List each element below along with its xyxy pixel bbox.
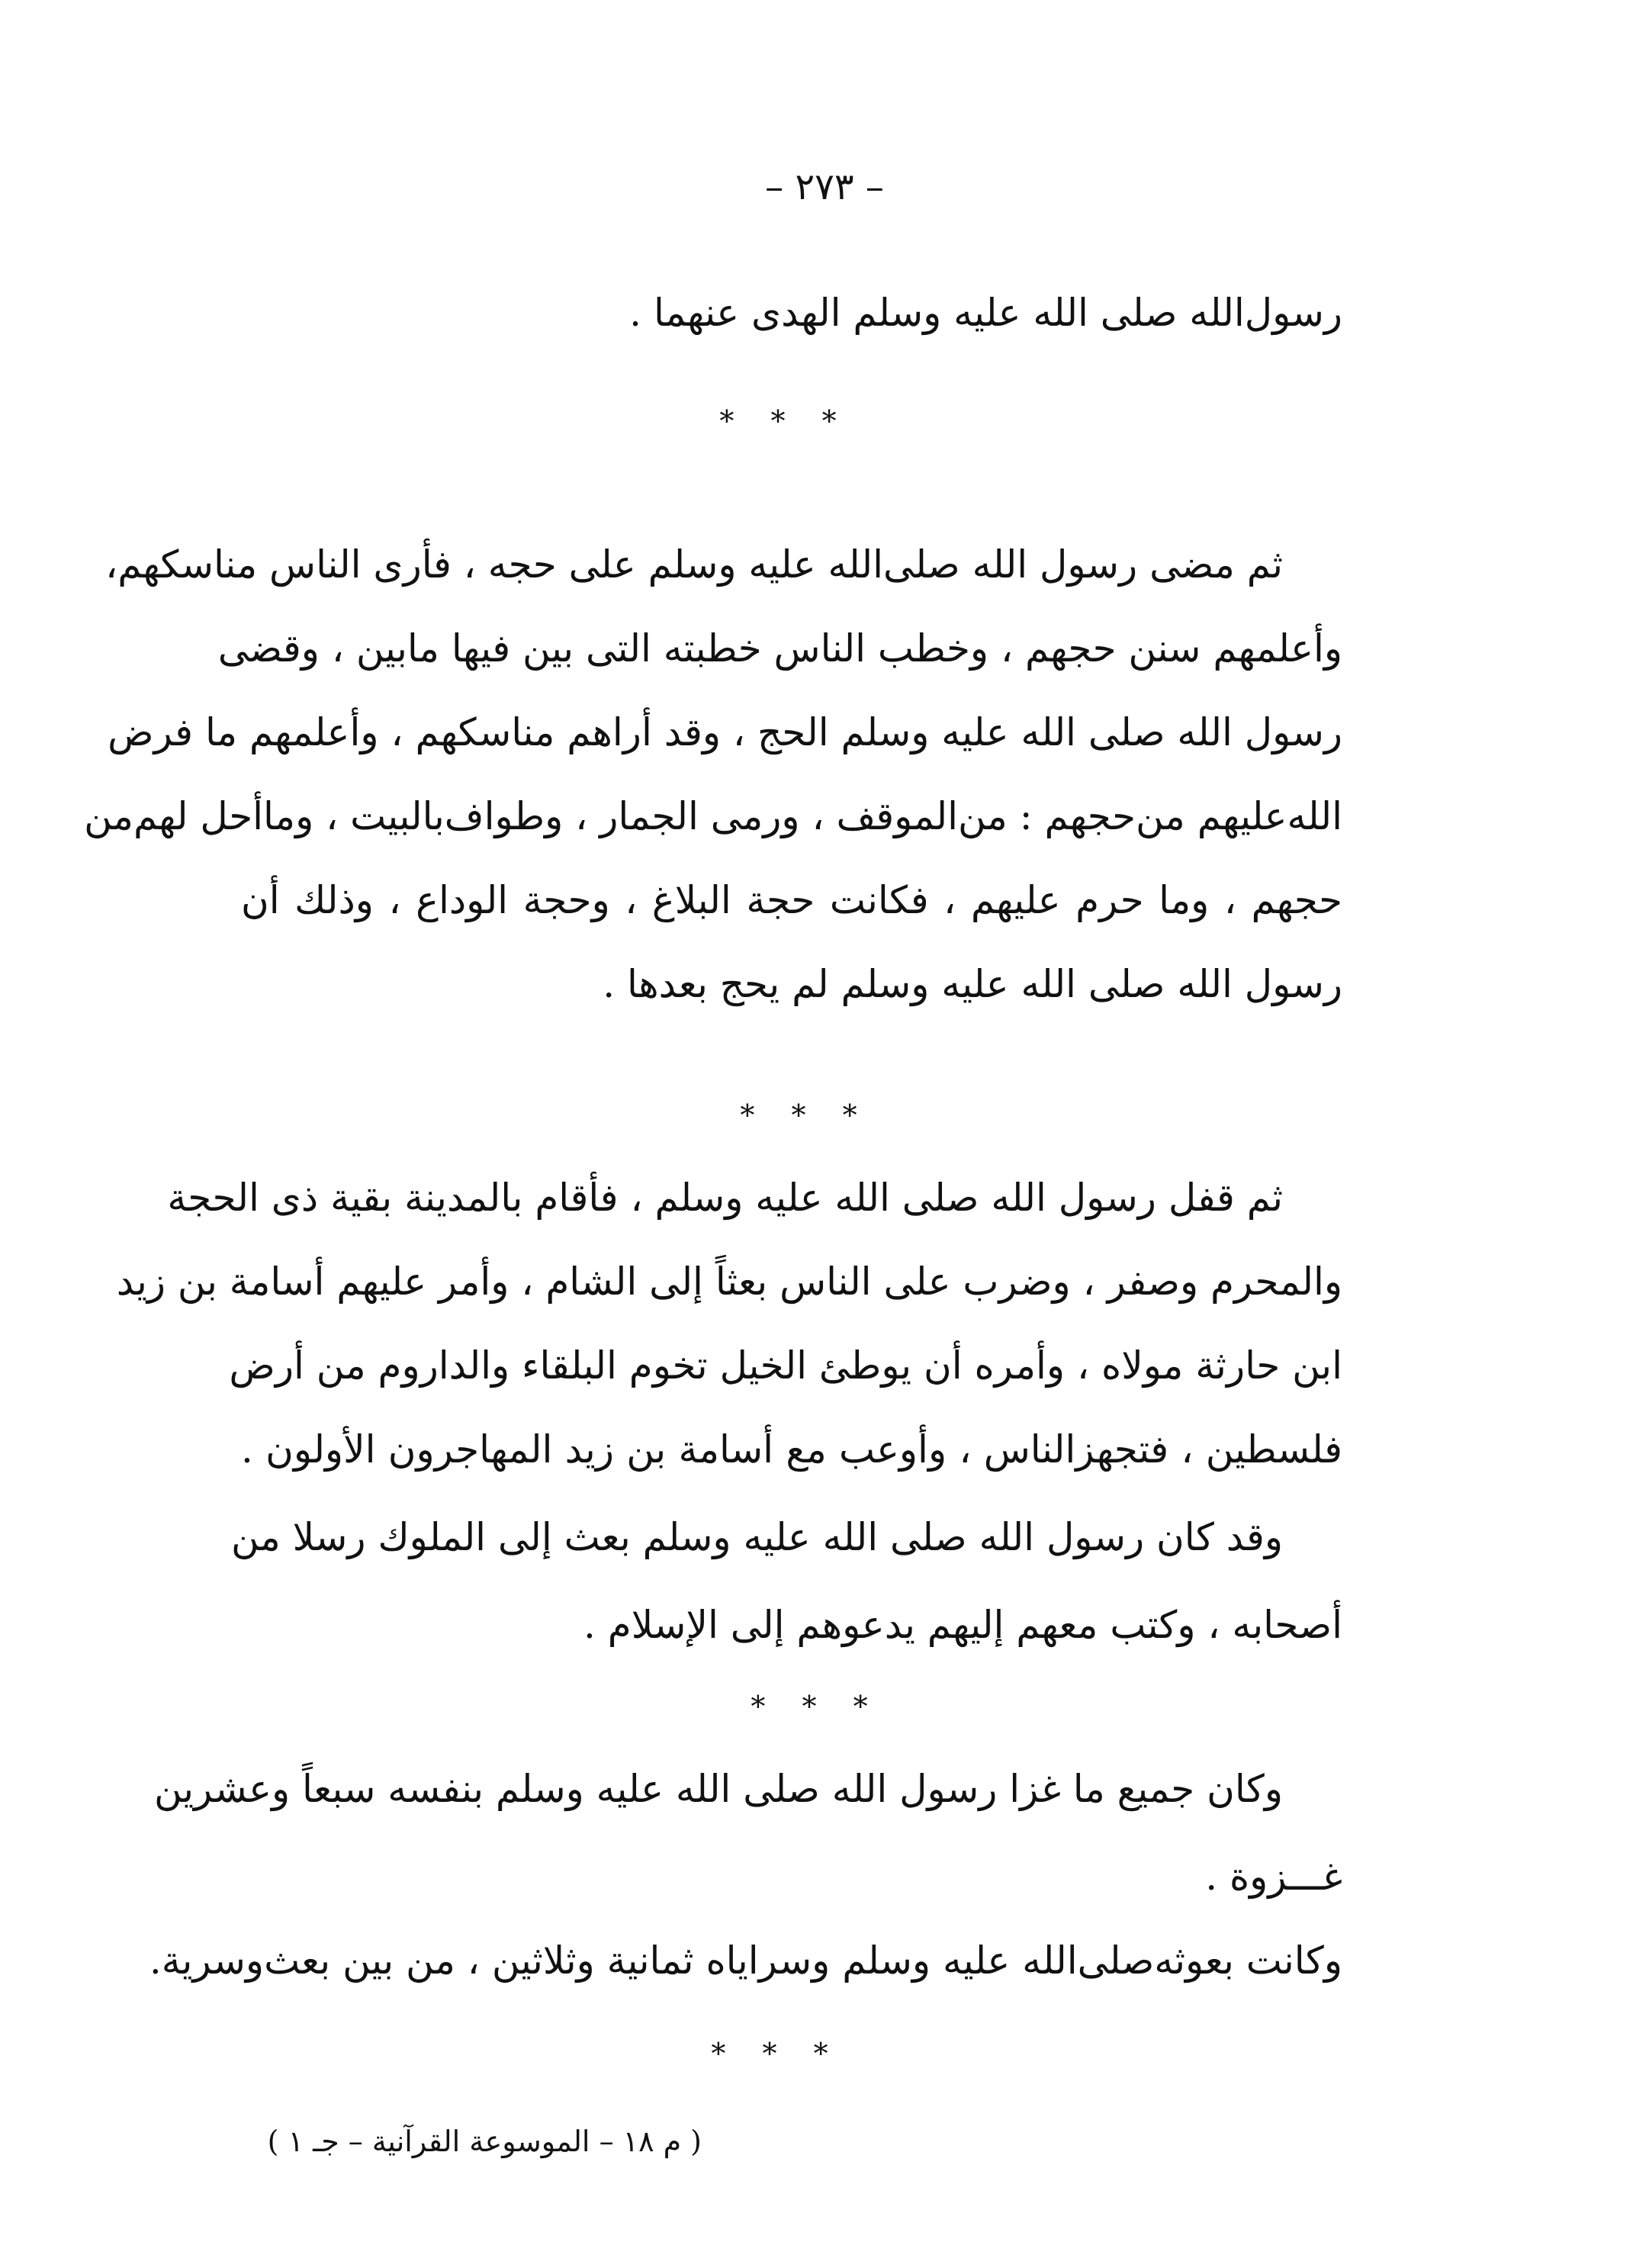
text-line: رسول الله صلى الله عليه وسلم لم يحج بعدها . bbox=[603, 962, 1342, 1006]
text-line: ثم مضى رسول الله صلى‌الله عليه وسلم على حجه ، فأرى الناس مناسكهم، bbox=[105, 542, 1283, 587]
text-line: رسول الله صلى الله عليه وسلم الحج ، وقد أراهم مناسكهم ، وأعلمهم ما فرض bbox=[108, 710, 1342, 754]
text-line: غـــزوة . bbox=[1205, 1855, 1342, 1899]
text-line: رسول‌الله صلى الله عليه وسلم الهدى عنهما . bbox=[629, 291, 1342, 335]
text-line: حجهم ، وما حرم عليهم ، فكانت حجة البلاغ ، وحجة الوداع ، وذلك أن bbox=[241, 878, 1342, 922]
section-separator: * * * bbox=[740, 1099, 871, 1132]
text-line: وقد كان رسول الله صلى الله عليه وسلم بعث إلى الملوك رسلا من bbox=[230, 1515, 1283, 1559]
text-line: فلسطين ، فتجهزالناس ، وأوعب مع أسامة بن زيد المهاجرون الأولون . bbox=[241, 1427, 1342, 1472]
text-line: وأعلمهم سنن حجهم ، وخطب الناس خطبته التى بين فيها مابين ، وقضى bbox=[217, 626, 1342, 671]
text-line: ابن حارثة مولاه ، وأمره أن يوطئ الخيل تخوم البلقاء والداروم من أرض bbox=[229, 1343, 1342, 1388]
section-separator: * * * bbox=[719, 404, 850, 438]
text-line: الله‌عليهم من‌حجهم : من‌الموقف ، ورمى الجمار ، وطواف‌بالبيت ، وماأحل لهم‌من bbox=[84, 794, 1342, 838]
text-line: ثم قفل رسول الله صلى الله عليه وسلم ، فأقام بالمدينة بقية ذى الحجة bbox=[167, 1176, 1283, 1220]
text-line: وكانت بعوثه‌صلى‌الله عليه وسلم وسراياه ثمانية وثلاثين ، من بين بعث‌وسرية. bbox=[149, 1938, 1342, 1983]
section-separator: * * * bbox=[711, 2037, 842, 2070]
footer-note: ( م ١٨ – الموسوعة القرآنية – جـ ١ ) bbox=[267, 2125, 702, 2158]
page-number: – ٢٧٣ – bbox=[765, 166, 884, 208]
text-line: وكان جميع ما غزا رسول الله صلى الله عليه وسلم بنفسه سبعاً وعشرين bbox=[154, 1767, 1283, 1811]
text-line: أصحابه ، وكتب معهم إليهم يدعوهم إلى الإسلام . bbox=[583, 1603, 1342, 1647]
section-separator: * * * bbox=[751, 1690, 882, 1723]
text-line: والمحرم وصفر ، وضرب على الناس بعثاً إلى الشام ، وأمر عليهم أسامة بن زيد bbox=[116, 1259, 1342, 1304]
